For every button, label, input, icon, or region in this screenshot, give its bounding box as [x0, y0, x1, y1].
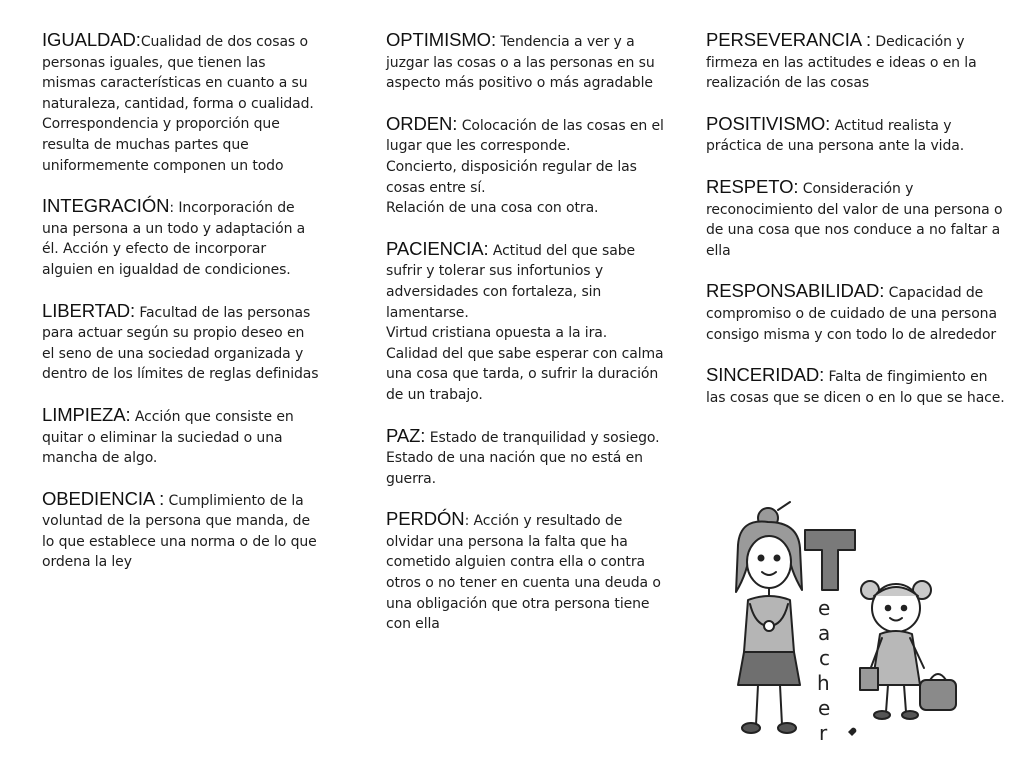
entry-responsabilidad: [706, 281, 1006, 345]
definition: Facultad de las personas para actuar según su propio deseo en el seno de una sociedad organizada y dentro de los límites de reglas definidas: [42, 304, 319, 383]
entry-paciencia: [386, 239, 668, 406]
entry-sinceridad: [706, 365, 1006, 408]
term: IGUALDAD:: [42, 29, 141, 50]
term: OBEDIENCIA :: [42, 487, 165, 509]
definition: Cumplimiento de la voluntad de la persona que manda, de lo que establece una norma o de lo que ordena la ley: [42, 492, 317, 571]
term: SINCERIDAD:: [706, 364, 825, 386]
svg-text:c: c: [819, 646, 830, 670]
definition: Acción que consiste en quitar o eliminar la suciedad o una mancha de algo.: [42, 408, 294, 467]
entry-igualdad: [42, 30, 320, 176]
definition: : Incorporación de una persona a un todo y adaptación a él. Acción y efecto de incorporar alguien en igualdad de condiciones.: [42, 200, 306, 278]
definition: Consideración y reconocimiento del valor de una persona o de una cosa que nos conduce a no faltar a ella: [706, 180, 1003, 259]
entry-libertad: [42, 301, 320, 385]
entry-obediencia: [42, 489, 320, 573]
teacher-lettering: [817, 596, 830, 745]
definition: : Acción y resultado de olvidar una persona la falta que ha cometido alguien contra ella o contra otros o no tener en cuenta una deuda o una obligación que otra persona tiene con ella: [386, 513, 661, 633]
term: INTEGRACIÓN: [42, 195, 170, 217]
definition: Colocación de las cosas en el lugar que les corresponde. Concierto, disposición regular de las cosas entre sí. Relación de una cosa con otra.: [386, 117, 664, 217]
term: PAZ:: [386, 424, 426, 446]
entry-positivismo: [706, 114, 1006, 157]
svg-text:a: a: [818, 621, 831, 645]
letter-t-block: [805, 530, 855, 590]
svg-text:r: r: [819, 721, 828, 745]
svg-text:e: e: [818, 696, 831, 720]
entry-perseverancia: [706, 30, 1006, 94]
term: PERDÓN: [386, 508, 465, 530]
entry-integracion: [42, 196, 320, 280]
entry-perdon: [386, 509, 668, 635]
definition: Capacidad de compromiso o de cuidado de una persona consigo misma y con todo lo de alrededor: [706, 285, 997, 343]
term: LIMPIEZA:: [42, 403, 131, 425]
definition: Estado de tranquilidad y sosiego. Estado de una nación que no está en guerra.: [386, 429, 660, 487]
term: PACIENCIA:: [386, 237, 489, 259]
entry-limpieza: [42, 405, 320, 469]
term: RESPONSABILIDAD:: [706, 280, 885, 302]
entry-optimismo: [386, 30, 668, 94]
term: PERSEVERANCIA :: [706, 29, 872, 50]
child-figure: [860, 581, 956, 719]
entry-orden: [386, 114, 668, 219]
term: LIBERTAD:: [42, 299, 136, 321]
definition: Falta de fingimiento en las cosas que se dicen o en lo que se hace.: [706, 369, 1005, 406]
definition: Actitud del que sabe sufrir y tolerar sus infortunios y adversidades con fortaleza, sin lamentarse. Virtud cristiana opuesta a la ira. Calidad del que sabe esperar con calma una cosa que tarda, o sufrir la duración de un trabajo.: [386, 242, 664, 403]
heart-icon: [848, 728, 856, 736]
definition: Cualidad de dos cosas o personas iguales, que tienen las mismas características en cuanto a su naturaleza, cantidad, forma o cualidad. Correspondencia y proporción que resulta de muchas partes que uniformemente componen un todo: [42, 34, 314, 174]
term: RESPETO:: [706, 175, 799, 197]
teacher-figure: [736, 502, 802, 733]
column-1: [42, 30, 320, 593]
svg-text:h: h: [817, 671, 830, 695]
definition: Dedicación y firmeza en las actitudes e ideas o en la realización de las cosas: [706, 34, 977, 92]
column-3: [706, 30, 1006, 428]
entry-paz: [386, 426, 668, 490]
term: ORDEN:: [386, 112, 458, 134]
definition: Actitud realista y práctica de una persona ante la vida.: [706, 117, 965, 155]
term: OPTIMISMO:: [386, 29, 497, 50]
column-2: [386, 30, 668, 655]
entry-respeto: [706, 177, 1006, 261]
teacher-illustration: [720, 500, 970, 750]
definition: Tendencia a ver y a juzgar las cosas o a las personas en su aspecto más positivo o más agradable: [386, 34, 655, 92]
svg-text:e: e: [818, 596, 831, 620]
term: POSITIVISMO:: [706, 112, 831, 134]
